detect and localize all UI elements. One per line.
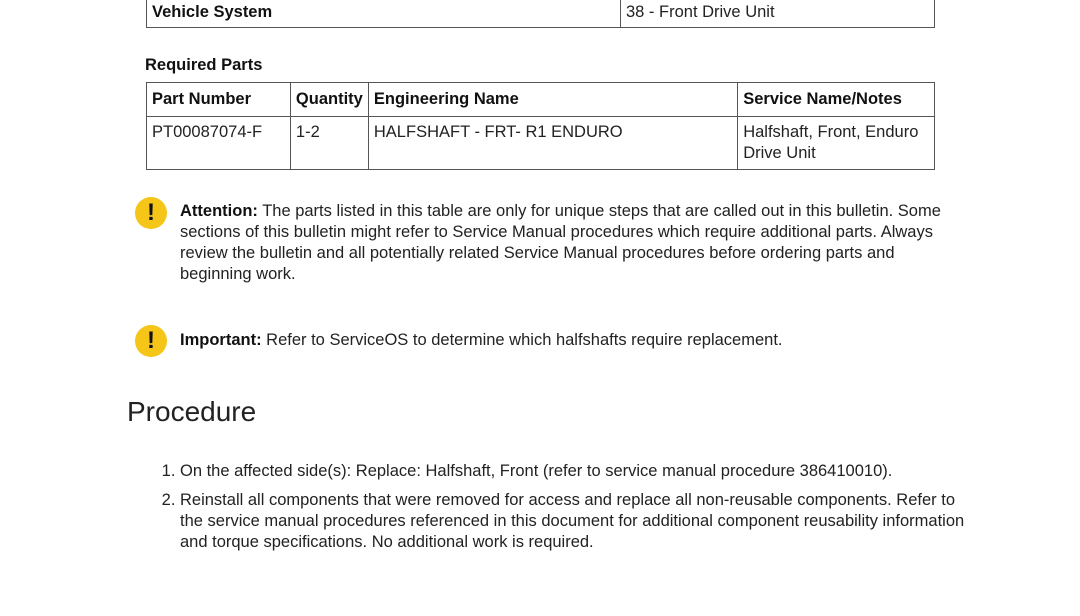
quantity-cell: 1-2	[290, 117, 368, 170]
required-parts-table	[146, 82, 935, 170]
exclamation-icon: !	[135, 325, 167, 357]
column-header-part-number: Part Number	[147, 83, 291, 117]
important-lead: Important:	[180, 331, 262, 349]
vehicle-system-value: 38 - Front Drive Unit	[621, 0, 935, 28]
service-name-cell: Halfshaft, Front, Enduro Drive Unit	[738, 117, 935, 170]
engineering-name-cell: HALFSHAFT - FRT- R1 ENDURO	[368, 117, 737, 170]
attention-lead: Attention:	[180, 202, 258, 220]
table-header-row	[147, 83, 935, 117]
attention-text	[180, 201, 950, 285]
required-parts-heading: Required Parts	[145, 56, 263, 74]
vehicle-system-table	[146, 0, 935, 28]
table-row	[147, 0, 935, 28]
column-header-service-name: Service Name/Notes	[738, 83, 935, 117]
table-row	[147, 117, 935, 170]
column-header-engineering-name: Engineering Name	[368, 83, 737, 117]
list-item: 2. Reinstall all components that were removed for access and replace all non-reusable components. Refer to the service manual procedures referenced in this document for additional component reusability information and torque specifications. No additional work is required.	[180, 490, 970, 553]
attention-callout	[135, 197, 950, 285]
exclamation-icon: !	[135, 197, 167, 229]
column-header-quantity: Quantity	[290, 83, 368, 117]
vehicle-system-label: Vehicle System	[147, 0, 621, 28]
procedure-steps	[160, 461, 970, 561]
procedure-title: Procedure	[127, 396, 257, 427]
important-body: Refer to ServiceOS to determine which halfshafts require replacement.	[261, 331, 783, 349]
important-callout	[135, 325, 950, 357]
list-item: 1. On the affected side(s): Replace: Halfshaft, Front (refer to service manual procedure 386410010).	[180, 461, 970, 482]
important-text	[180, 330, 950, 351]
part-number-cell: PT00087074-F	[147, 117, 291, 170]
attention-body: The parts listed in this table are only for unique steps that are called out in this bulletin. Some sections of this bulletin might refer to Service Manual procedures which require additional parts. Always review the bulletin and all potentially related Service Manual procedures before ordering parts and beginning work.	[180, 202, 941, 283]
